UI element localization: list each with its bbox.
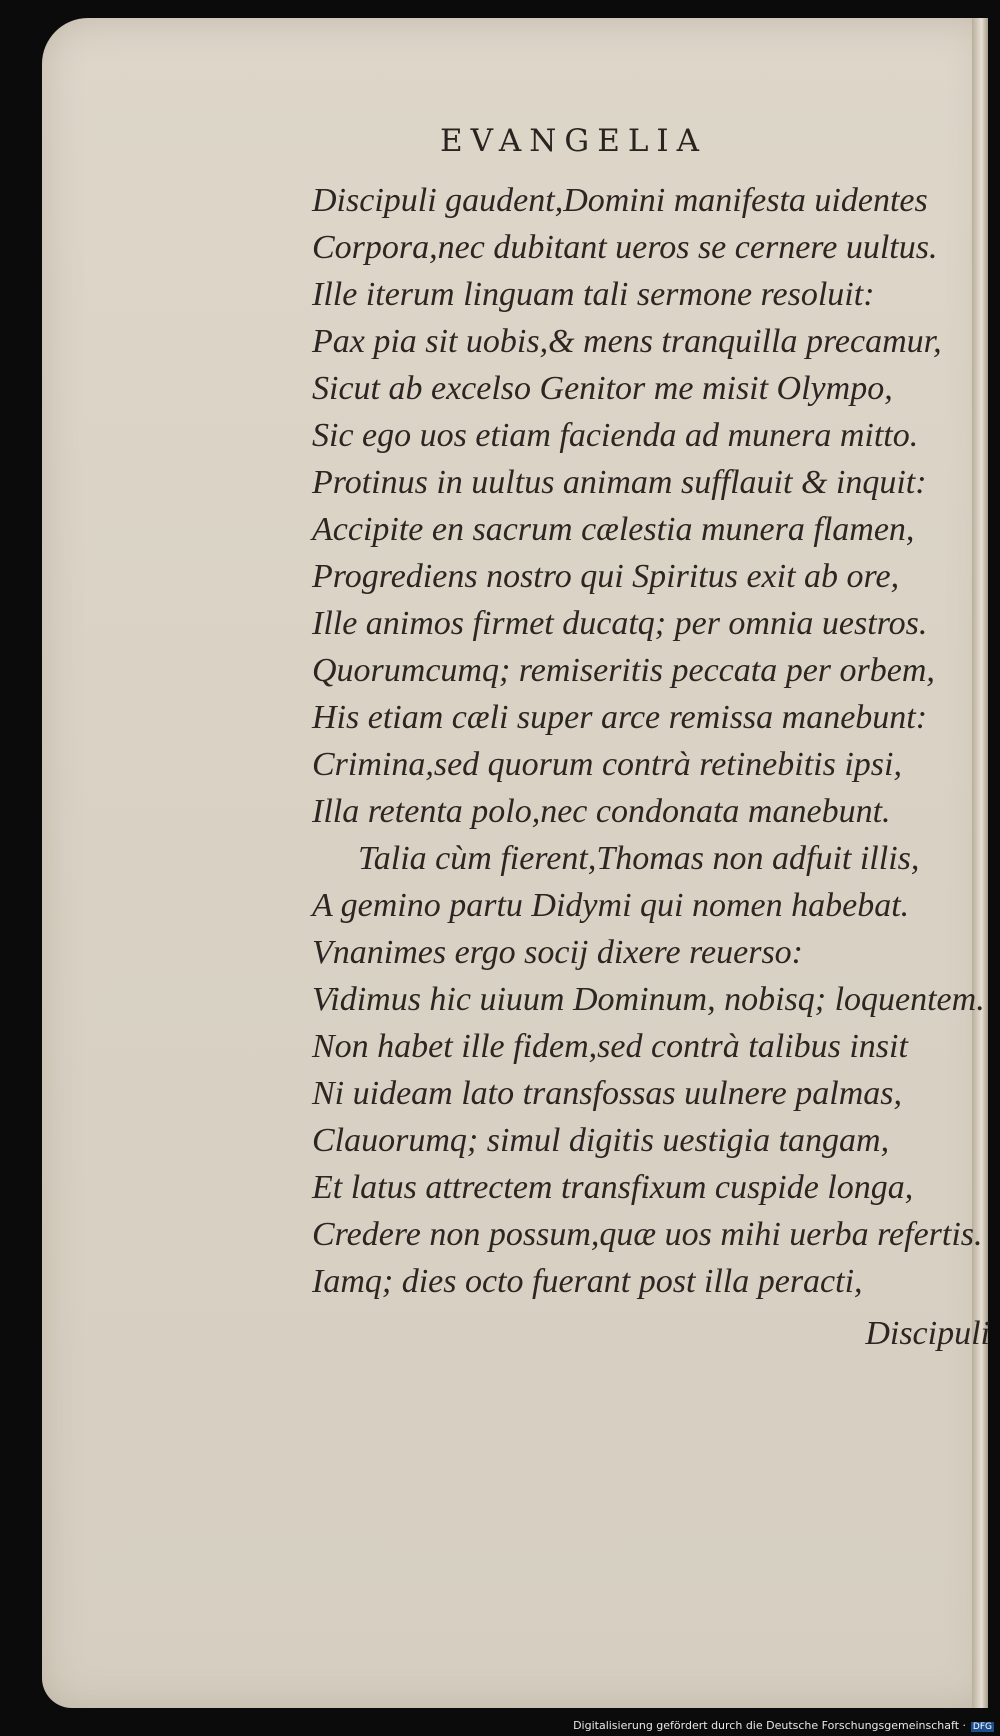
verse-line: Talia cùm fierent,Thomas non adfuit illis, — [358, 840, 920, 877]
verse-line: Vidimus hic uiuum Dominum, nobisq; loquentem. — [312, 981, 985, 1018]
verse-line: Progrediens nostro qui Spiritus exit ab ore, — [312, 558, 900, 595]
verse-line: A gemino partu Didymi qui nomen habebat. — [312, 887, 910, 924]
digitization-credit: Digitalisierung gefördert durch die Deutsche Forschungsgemeinschaft · — [573, 1719, 966, 1732]
verse-line: Iamq; dies octo fuerant post illa peracti, — [312, 1263, 863, 1300]
verse-line: Pax pia sit uobis,& mens tranquilla precamur, — [312, 323, 942, 360]
verse-line: Sic ego uos etiam facienda ad munera mitto. — [312, 417, 919, 454]
verse-line: Et latus attrectem transfixum cuspide longa, — [312, 1169, 914, 1206]
running-head: EVANGELIA — [440, 123, 708, 159]
verse-line: Clauorumq; simul digitis uestigia tangam, — [312, 1122, 890, 1159]
catchword: Discipuli — [865, 1315, 990, 1352]
dfg-logo: DFG — [972, 1722, 992, 1732]
verse-line: Accipite en sacrum cælestia munera flamen, — [312, 511, 915, 548]
verse-line: Vnanimes ergo socij dixere reuerso: — [312, 934, 803, 971]
verse-line: Discipuli gaudent,Domini manifesta uidentes — [312, 182, 928, 219]
verse-line: Quorumcumq; remiseritis peccata per orbem, — [312, 652, 935, 689]
verse-line: Protinus in uultus animam sufflauit & inquit: — [312, 464, 927, 501]
verse-line: Credere non possum,quæ uos mihi uerba refertis. — [312, 1216, 983, 1253]
verse-line: Sicut ab excelso Genitor me misit Olympo, — [312, 370, 893, 407]
verse-line: Illa retenta polo,nec condonata manebunt. — [312, 793, 891, 830]
verse-line: Non habet ille fidem,sed contrà talibus insit — [312, 1028, 908, 1065]
verse-line: Ille animos firmet ducatq; per omnia uestros. — [312, 605, 928, 642]
verse-line: Ni uideam lato transfossas uulnere palmas, — [312, 1075, 902, 1112]
verse-line: Crimina,sed quorum contrà retinebitis ipsi, — [312, 746, 902, 783]
verse-line: His etiam cæli super arce remissa manebunt: — [312, 699, 928, 736]
verse-line: Ille iterum linguam tali sermone resoluit: — [312, 276, 875, 313]
verse-line: Corpora,nec dubitant ueros se cernere uultus. — [312, 229, 938, 266]
